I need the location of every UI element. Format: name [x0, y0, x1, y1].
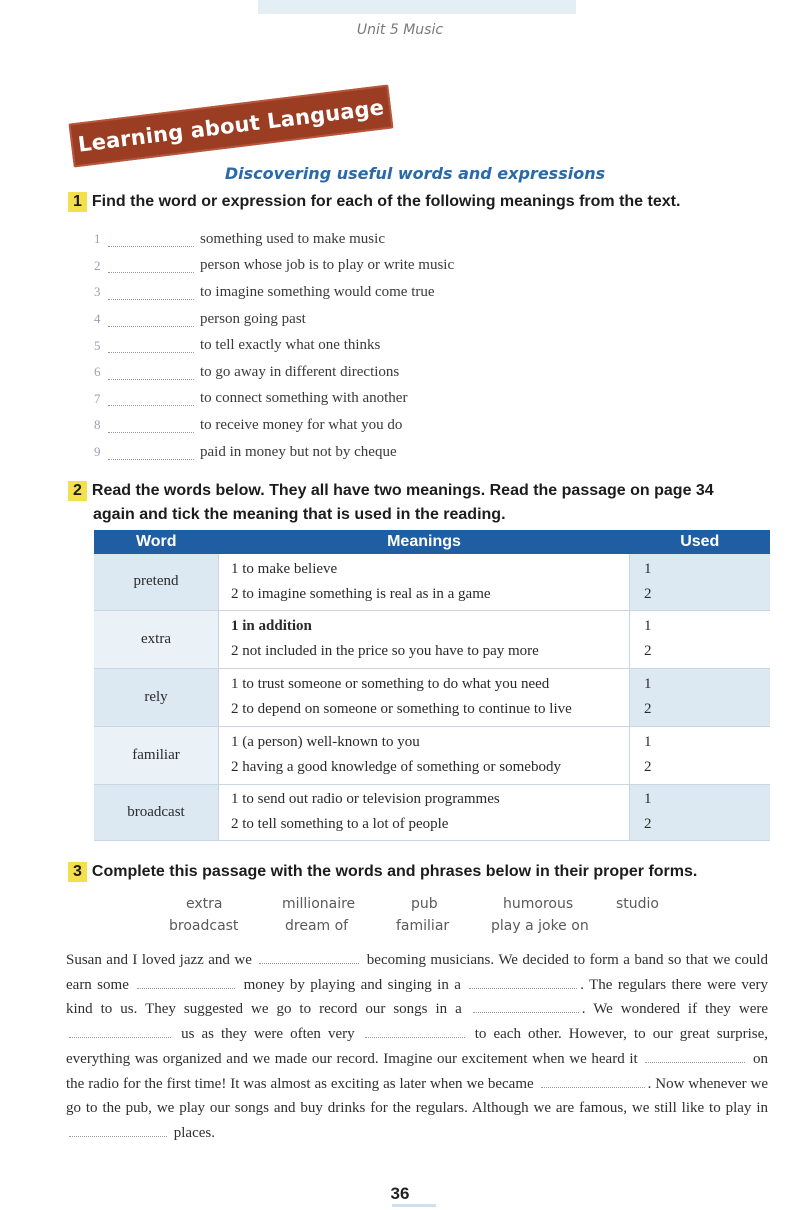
- word-cell: pretend: [94, 554, 219, 610]
- answer-blank[interactable]: [69, 1124, 167, 1137]
- answer-blank[interactable]: [69, 1025, 171, 1038]
- answer-blank[interactable]: [365, 1025, 465, 1038]
- tick-option[interactable]: 1: [644, 734, 652, 750]
- exercise-3-title: [68, 860, 697, 884]
- exercise-1-number: 1: [68, 192, 87, 212]
- meanings-cell: 1 to trust someone or something to do what you need 2 to depend on someone or something to continue to live: [219, 668, 630, 726]
- tick-option[interactable]: 1: [644, 791, 652, 807]
- answer-blank[interactable]: [108, 365, 194, 380]
- section-banner: [69, 85, 394, 168]
- table-row: [94, 554, 770, 610]
- answer-blank[interactable]: [645, 1050, 745, 1063]
- word-bank-item: extra: [186, 896, 223, 912]
- exercise-1-list: [94, 226, 454, 465]
- meanings-cell: 1 (a person) well-known to you 2 having a good knowledge of something or somebody: [219, 726, 630, 784]
- used-cell: [630, 610, 771, 668]
- list-item: 4 person going past: [94, 310, 306, 327]
- list-item: 8 to receive money for what you do: [94, 416, 403, 433]
- top-decorative-strip: [258, 0, 576, 14]
- page-number: 36: [390, 1184, 410, 1203]
- answer-blank[interactable]: [108, 418, 194, 433]
- exercise-3-number: 3: [68, 862, 87, 882]
- used-cell: [630, 726, 771, 784]
- exercise-3-instruction: Complete this passage with the words and phrases below in their proper forms.: [91, 863, 698, 880]
- answer-blank[interactable]: [108, 258, 194, 273]
- word-bank-item: studio: [616, 896, 659, 912]
- word-bank-row: [0, 918, 800, 938]
- table-row: [94, 668, 770, 726]
- word-cell: familiar: [94, 726, 219, 784]
- column-header-used: Used: [630, 530, 771, 554]
- word-bank-item: pub: [411, 896, 438, 912]
- tick-option[interactable]: 2: [644, 585, 652, 602]
- word-bank-item: play a joke on: [491, 918, 589, 934]
- word-bank-item: millionaire: [282, 896, 356, 912]
- word-cell: extra: [94, 610, 219, 668]
- tick-option[interactable]: 2: [644, 759, 652, 775]
- table-row: [94, 726, 770, 784]
- exercise-2-title: [68, 479, 714, 527]
- list-item: 3 to imagine something would come true: [94, 283, 435, 300]
- meanings-table: [94, 530, 770, 841]
- column-header-meanings: Meanings: [219, 530, 630, 554]
- list-item: 9 paid in money but not by cheque: [94, 443, 397, 460]
- exercise-1-instruction: Find the word or expression for each of the following meanings from the text.: [91, 193, 681, 210]
- answer-blank[interactable]: [108, 312, 194, 327]
- word-cell: broadcast: [94, 784, 219, 840]
- exercise-2-instruction-line2: again and tick the meaning that is used in the reading.: [93, 506, 506, 523]
- tick-option[interactable]: 1: [644, 560, 652, 577]
- tick-option[interactable]: 2: [644, 701, 652, 717]
- answer-blank[interactable]: [108, 338, 194, 353]
- answer-blank[interactable]: [541, 1075, 645, 1088]
- exercise-2-instruction-line1: Read the words below. They all have two meanings. Read the passage on page 34: [91, 482, 714, 499]
- tick-option[interactable]: 1: [644, 618, 652, 634]
- table-header-row: [94, 530, 770, 554]
- used-cell: [630, 784, 771, 840]
- meanings-cell: 1 to send out radio or television programmes 2 to tell something to a lot of people: [219, 784, 630, 840]
- used-cell: [630, 554, 771, 610]
- list-item: 7 to connect something with another: [94, 390, 408, 407]
- unit-header: Unit 5 Music: [356, 22, 444, 38]
- answer-blank[interactable]: [108, 285, 194, 300]
- list-item: 1 something used to make music: [94, 230, 385, 247]
- word-cell: rely: [94, 668, 219, 726]
- answer-blank[interactable]: [108, 445, 194, 460]
- meanings-cell: 1 in addition 2 not included in the price so you have to pay more: [219, 610, 630, 668]
- exercise-2-number: 2: [68, 481, 87, 501]
- exercise-1-title: [68, 190, 680, 214]
- answer-blank[interactable]: [469, 976, 577, 989]
- word-bank-item: familiar: [396, 918, 450, 934]
- word-bank-row: [0, 896, 800, 916]
- meanings-cell: 1 to make believe 2 to imagine something is real as in a game: [219, 554, 630, 610]
- answer-blank[interactable]: [108, 391, 194, 406]
- table-row: [94, 784, 770, 840]
- answer-blank[interactable]: [259, 951, 359, 964]
- section-subtitle: Discovering useful words and expressions: [224, 164, 606, 183]
- column-header-word: Word: [94, 530, 219, 554]
- word-bank-item: broadcast: [169, 918, 239, 934]
- answer-blank[interactable]: [473, 1000, 579, 1013]
- section-banner-text: Learning about Language: [76, 95, 386, 157]
- answer-blank[interactable]: [137, 976, 235, 989]
- word-bank-item: dream of: [285, 918, 349, 934]
- tick-option[interactable]: 2: [644, 643, 652, 659]
- tick-option[interactable]: 1: [644, 676, 652, 692]
- page-number-underline: [392, 1204, 436, 1207]
- tick-option[interactable]: 2: [644, 816, 652, 832]
- list-item: 5 to tell exactly what one thinks: [94, 337, 381, 354]
- answer-blank[interactable]: [108, 232, 194, 247]
- word-bank-item: humorous: [503, 896, 574, 912]
- list-item: 2 person whose job is to play or write music: [94, 257, 455, 274]
- table-row: [94, 610, 770, 668]
- exercise-3-passage: Susan and I loved jazz and we becoming musicians. We decided to form a band so that we could earn some money by playing and singing in a . The regulars there were very kind to us. They suggested we go to record our songs in a . We wondered if they were us as they were often very to each other. However, to our great surprise, everything was organized and we made our record. Imagine our excitement when we heard it on the radio for the first time! It was almost as exciting as later when we became . Now whenever we go to the pub, we play our songs and buy drinks for the regulars. Although we are famous, we still like to play in places.: [66, 952, 769, 1141]
- used-cell: [630, 668, 771, 726]
- list-item: 6 to go away in different directions: [94, 363, 400, 380]
